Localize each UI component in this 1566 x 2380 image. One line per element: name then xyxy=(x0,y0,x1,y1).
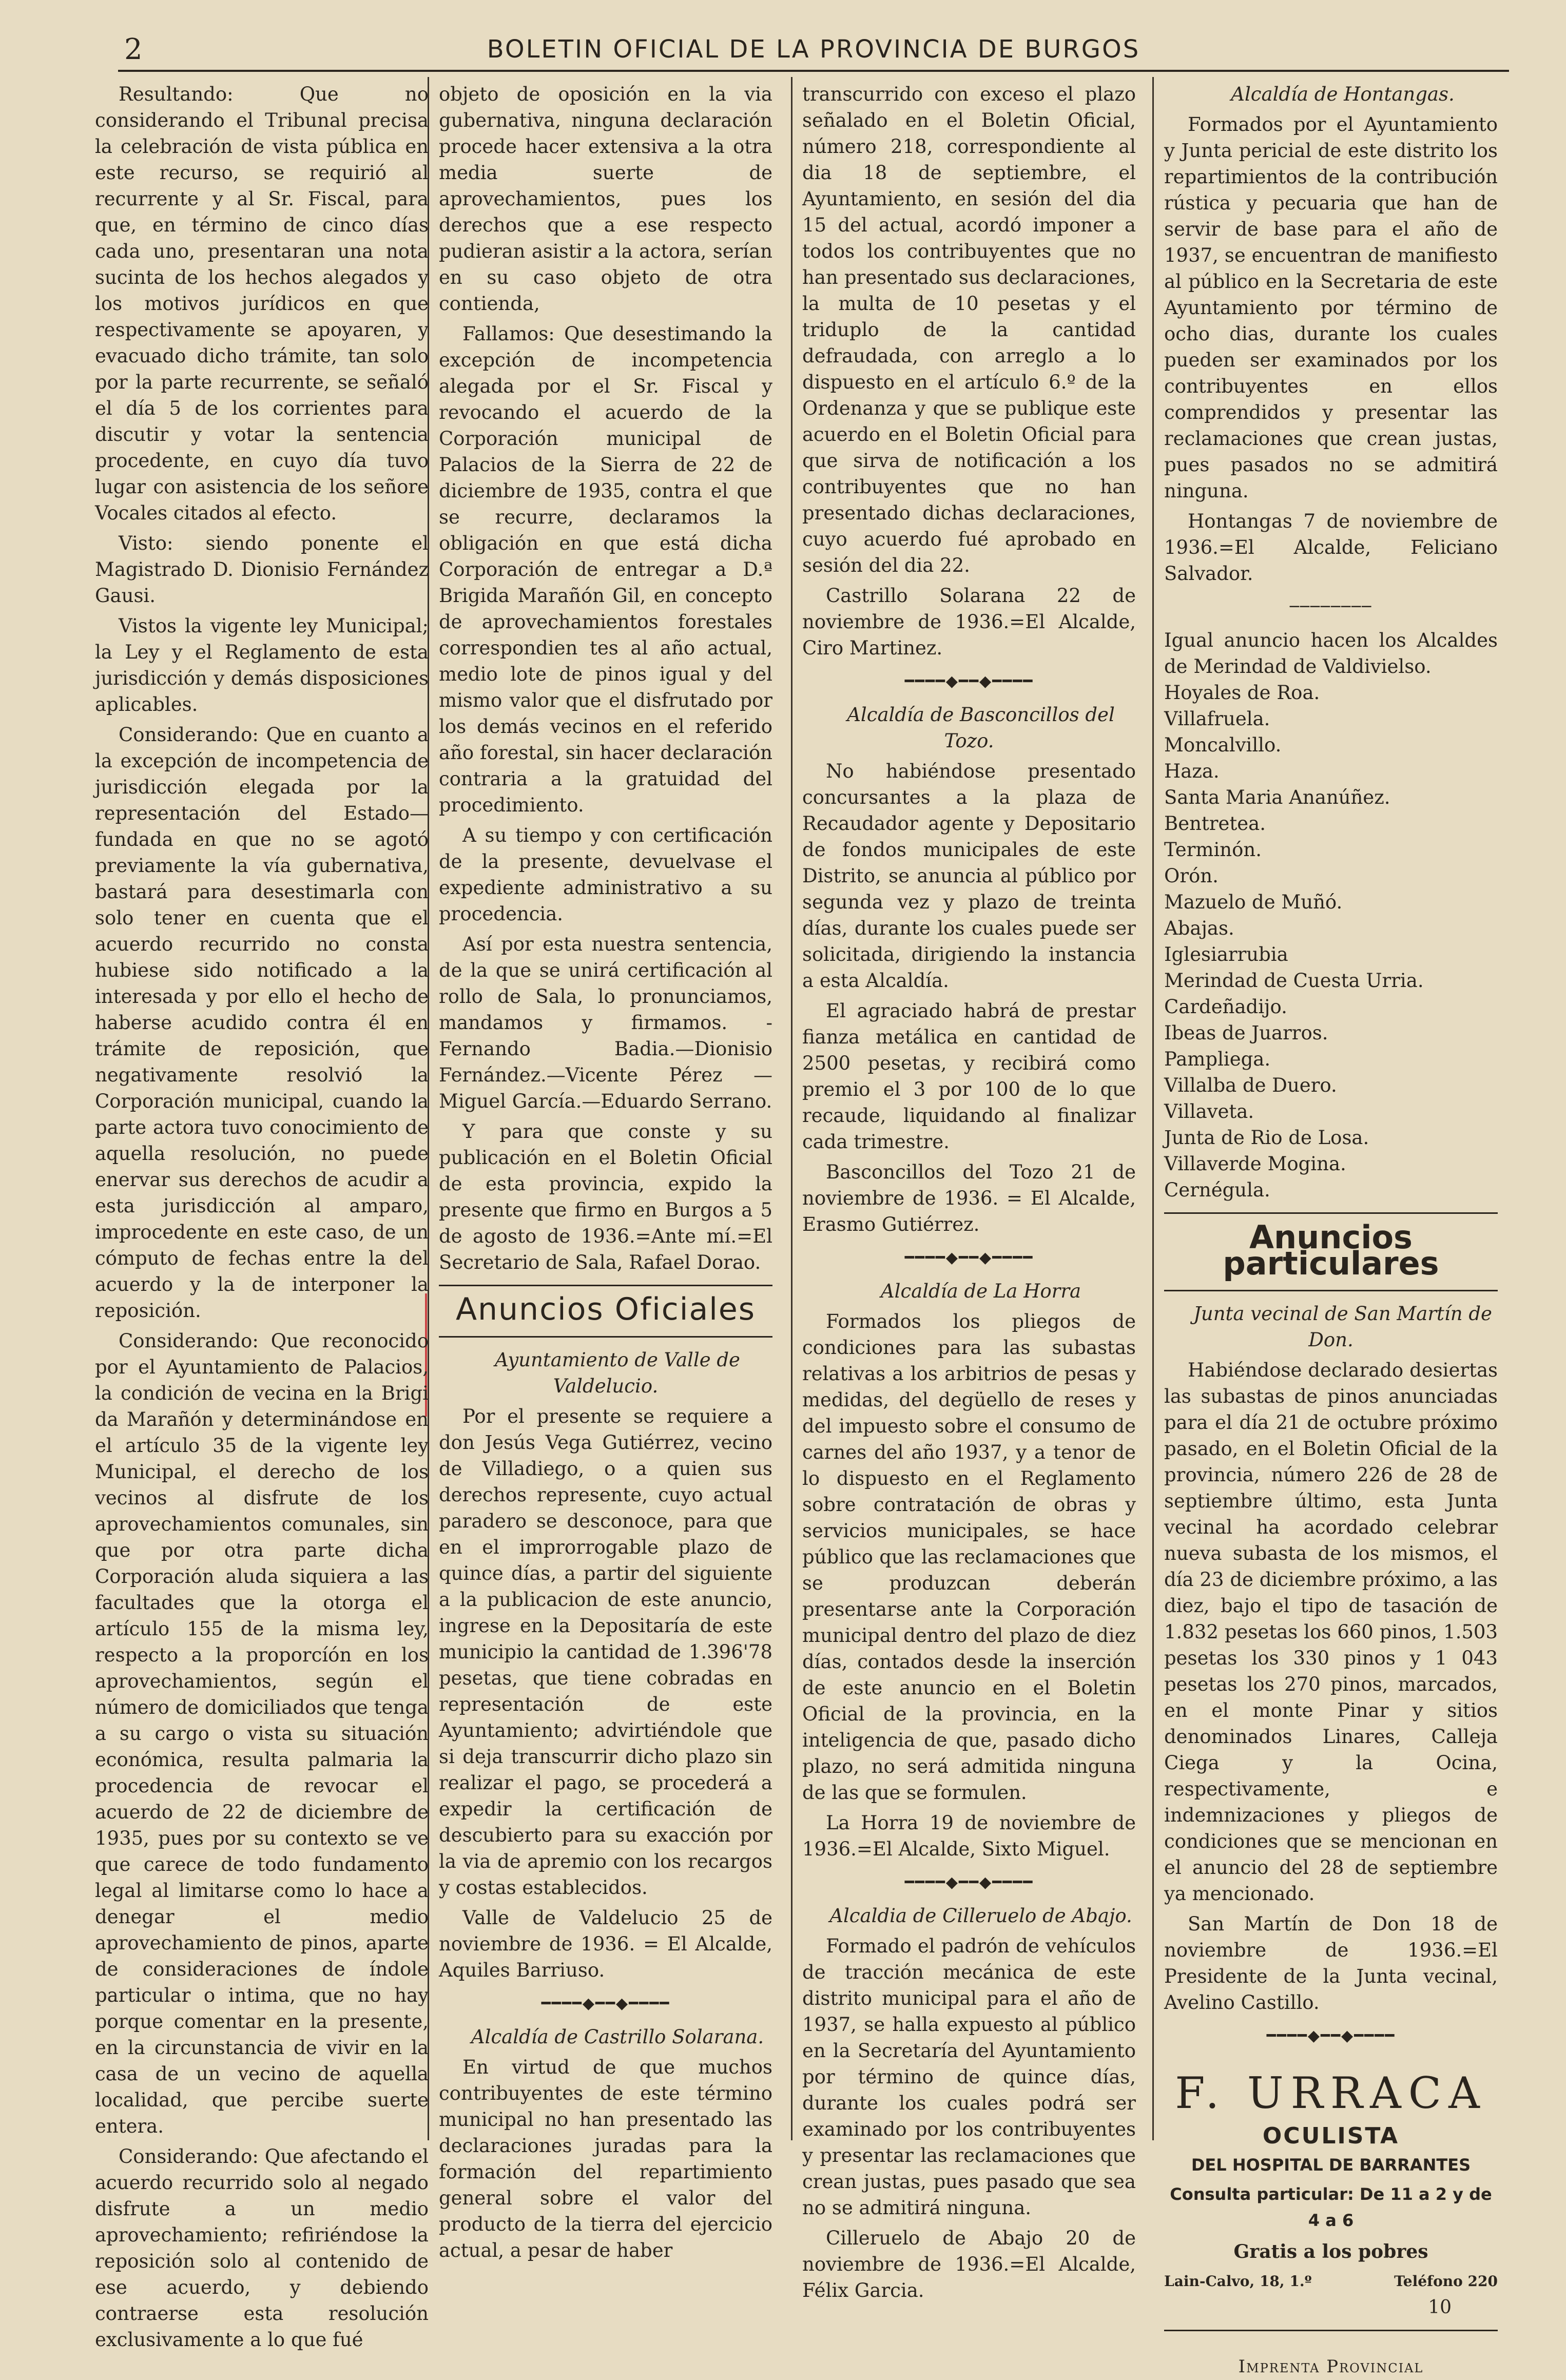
ad-gratis: Gratis a los pobres xyxy=(1233,2241,1428,2262)
section-heading: Alcaldía de Hontangas. xyxy=(1231,83,1455,105)
paragraph: En virtud de que muchos contribuyentes de este término municipal no han presentado las declaraciones juradas para la formación del repartimiento general sobre el valor del producto de la tierra del ejercicio actual, a pesar de haber xyxy=(439,2056,772,2261)
ornament-divider: ──────── xyxy=(1289,598,1372,616)
list-item: Moncalvillo. xyxy=(1164,734,1282,756)
list-item: Ibeas de Juarros. xyxy=(1164,1022,1328,1044)
paragraph: No habiéndose presentado concursantes a la plaza de Recaudador agente y Depositario de fondos municipales de este Distrito, se anuncia al público por segunda vez y plazo de treinta días, durante los cuales puede ser solicitada, dirigiendo la instancia a esta Alcaldía. xyxy=(802,760,1136,992)
list-item: Mazuelo de Muñó. xyxy=(1164,891,1343,913)
page-header xyxy=(118,30,1509,71)
ad-footer xyxy=(1164,2268,1498,2294)
paragraph: Castrillo Solarana 22 de noviembre de 1936.=El Alcalde, Ciro Martinez. xyxy=(802,585,1136,659)
paragraph: Habiéndose declarado desiertas las subastas de pinos anunciadas para el día 21 de octubre próximo pasado, en el Boletin Oficial de la provincia, número 226 de 28 de septiembre último, esta Junta vecinal ha acordado celebrar nueva subasta de los mismos, el día 23 de diciembre próximo, a las diez, bajo el tipo de tasación de 1.832 pesetas los 660 pinos, 1.503 pesetas los 330 pinos y 1 043 pesetas los 270 pinos, marcados, en el monte Pinar y sitios denominados Linares, Calleja Ciega y la Ocina, respectivamente, e indemnizaciones y pliegos de condiciones que se mencionan en el anuncio del 28 de septiembre ya mencionado. xyxy=(1164,1359,1498,1905)
list-item: Haza. xyxy=(1164,760,1220,782)
list-item: Bentretea. xyxy=(1164,812,1266,835)
list-item: Villafruela. xyxy=(1164,708,1270,730)
page-number: 2 xyxy=(124,33,143,66)
list-item: Villalba de Duero. xyxy=(1164,1074,1337,1096)
list-item: Junta de Rio de Losa. xyxy=(1164,1127,1369,1149)
ad-telefono: Teléfono 220 xyxy=(1394,2273,1498,2290)
ornament-divider: ━━━━◆━━◆━━━━ xyxy=(904,672,1034,690)
list-item: Cardeñadijo. xyxy=(1164,996,1287,1018)
paragraph: Y para que conste y su publicación en el Boletin Oficial de esta provincia, expido la presente que firmo en Burgos a 5 de agosto de 1936.=Ante mí.=El Secretario de Sala, Rafael Dorao. xyxy=(439,1120,772,1273)
list-item: Orón. xyxy=(1164,865,1219,887)
section-rule xyxy=(439,1336,772,1338)
paragraph: Formado el padrón de vehículos de tracción mecánica de este distrito municipal para el año de 1937, se halla expuesto al público en la Secretaría del Ayuntamiento por término de quince días, durante los cuales podrá ser examinado por los contribuyentes y presentar las reclamaciones que crean justas, pues pasado que sea no se admitirá ninguna. xyxy=(802,1935,1136,2219)
paragraph: Formados por el Ayuntamiento y Junta pericial de este distrito los repartimientos de la contribución rústica y pecuaria que han de servir de base para el año de 1937, se encuentran de manifiesto al público en la Secretaria de este Ayuntamiento por término de ocho dias, durante los cuales pueden ser examinados por los contribuyentes en ellos comprendidos y presentar las reclamaciones que crean justas, pues pasados no se admitirá ninguna. xyxy=(1164,113,1498,502)
ad-consulta: Consulta particular: De 11 a 2 y de 4 a 6 xyxy=(1170,2184,1492,2230)
list-item: Iglesiarrubia xyxy=(1164,943,1288,965)
municipality-list xyxy=(1164,627,1498,1203)
section-heading: Alcaldía de Castrillo Solarana. xyxy=(471,2026,764,2048)
paragraph: Visto: siendo ponente el Magistrado D. Dionisio Fernández Gausi. xyxy=(95,532,429,607)
list-item: Igual anuncio hacen los Alcaldes de Merindad de Valdivielso. xyxy=(1164,629,1498,678)
paragraph: Considerando: Que reconocido por el Ayuntamiento de Palacios, la condición de vecina en la Brigi da Marañón y determinándose en el artículo 35 de la vigente ley Municipal, el derecho de los vecinos al disfrute de los aprovechamientos comunales, sin que por otra parte dicha Corporación aluda siquiera a las facultades que la otorga el artículo 155 de la misma ley, respecto a la proporcíón en los aprovechamientos, según el número de domiciliados que tenga a su cargo o vista su situación económica, resulta palmaria la procedencia de revocar el acuerdo de 22 de diciembre de 1935, pues por su contexto se ve que carece de todo fundamento legal al limitarse como lo hace a denegar el medio aprovechamiento de pinos, aparte de consideraciones de índole particular o intima, que no hay porque comentar en la presente, en la circunstancia de vivir en la casa de un vecino de aquella localidad, que percibe suerte entera. xyxy=(95,1330,429,2137)
section-banner-oficiales: Anuncios Oficiales xyxy=(455,1291,756,1327)
column-divider xyxy=(1152,77,1154,2140)
oculist-advertisement xyxy=(1164,2067,1498,2320)
column-3 xyxy=(802,81,1136,2308)
list-item: Pampliega. xyxy=(1164,1048,1271,1070)
paragraph: transcurrido con exceso el plazo señalado en el Boletin Oficial, número 218, correspondiente al dia 18 de septiembre, el Ayuntamiento, en sesión del dia 15 del actual, acordó imponer a todos los contribuyentes que no han presentado sus declaraciones, la multa de 10 pesetas y el triduplo de la cantidad defraudada, con arreglo a lo dispuesto en el artículo 6.º de la Ordenanza y que se publique este acuerdo en el Boletin Oficial para que sirva de notificación a los contribuyentes que no han presentado dichas declaraciones, cuyo acuerdo fué aprobado en sesión del dia 22. xyxy=(802,83,1136,576)
column-divider xyxy=(791,77,792,2140)
column-2 xyxy=(439,81,772,2268)
paragraph: Así por esta nuestra sentencia, de la que se unirá certificación al rollo de Sala, lo pronunciamos, mandamos y firmamos. - Fernando Badia.—Dionisio Fernández.—Vicente Pérez — Miguel García.—Eduardo Serrano. xyxy=(439,933,772,1112)
section-rule xyxy=(1164,1290,1498,1291)
paragraph: Vistos la vigente ley Municipal; la Ley y el Reglamento de esta jurisdicción y demás disposiciones aplicables. xyxy=(95,615,429,715)
paragraph: Considerando: Que en cuanto a la excepción de incompetencia de jurisdicción elegada por la representación del Estado—fundada en que no se agotó previamente la vía gubernativa, bastará para desestimarla con solo tener en cuenta que el acuerdo recurrido no consta hubiese sido notificado a la interesada y por ello el hecho de haberse acudido contra él en trámite de reposición, que negativamente resolvió la Corporación municipal, cuando la parte actora tuvo conocimiento de aquella resolución, no puede enervar sus derechos de acudir a esta jurisdicción al amparo, improcedente en este caso, de un cómputo de fechas entre la del acuerdo y la de interponer la reposición. xyxy=(95,724,429,1322)
ad-number: 10 xyxy=(1428,2297,1452,2318)
section-heading: Junta vecinal de San Martín de Don. xyxy=(1193,1303,1492,1351)
list-item: Santa Maria Ananúñez. xyxy=(1164,786,1390,808)
ornament-divider: ━━━━◆━━◆━━━━ xyxy=(541,1995,670,2013)
column-4 xyxy=(1164,81,1498,2380)
newspaper-title: BOLETIN OFICIAL DE LA PROVINCIA DE BURGOS xyxy=(487,35,1140,64)
paragraph: Valle de Valdelucio 25 de noviembre de 1936. = El Alcalde, Aquiles Barriuso. xyxy=(439,1907,772,1981)
section-heading: Alcaldía de Basconcillos del Tozo. xyxy=(847,704,1115,752)
ornament-divider: ━━━━◆━━◆━━━━ xyxy=(904,1249,1034,1267)
section-banner-particulares: Anuncios particulares xyxy=(1223,1218,1439,1282)
paragraph: Fallamos: Que desestimando la excepción de incompetencia alegada por el Sr. Fiscal y revocando el acuerdo de la Corporación municipal de Palacios de la Sierra de 22 de diciembre de 1935, contra el que se recurre, declaramos la obligación en que está dicha Corporación de entregar a D.ª Brigida Marañón Gil, en concepto de aprovechamientos forestales correspondien tes al año actual, medio lote de pinos igual y del mismo valor que el disfrutado por los demás vecinos en el referido año forestal, sin hacer declaración contraria a la gratuidad del procedimiento. xyxy=(439,323,772,816)
ornament-divider: ━━━━◆━━◆━━━━ xyxy=(904,1873,1034,1891)
column-1 xyxy=(95,81,429,2357)
section-heading: Alcaldia de Cilleruelo de Abajo. xyxy=(829,1905,1132,1927)
ad-hospital: DEL HOSPITAL DE BARRANTES xyxy=(1191,2155,1471,2175)
paragraph: San Martín de Don 18 de noviembre de 1936.=El Presidente de la Junta vecinal, Avelino Castillo. xyxy=(1164,1913,1498,2014)
paragraph: Por el presente se requiere a don Jesús Vega Gutiérrez, vecino de Villadiego, o a quien sus derechos represente, cuyo actual paradero se desconoce, para que en el improrrogable plazo de quince días, a partir del siguiente a la publicacion de este anuncio, ingrese en la Depositaría de este municipio la cantidad de 1.396'78 pesetas, que tiene cobradas en representación de este Ayuntamiento; advirtiéndole que si deja transcurrir dicho plazo sin realizar el pago, se procederá a expedir la certificación de descubierto para su exacción por la via de apremio con los recargos y costas establecidos. xyxy=(439,1405,772,1899)
list-item: Abajas. xyxy=(1164,917,1234,939)
section-heading: Alcaldía de La Horra xyxy=(880,1280,1081,1302)
section-rule xyxy=(1164,1212,1498,1214)
header-rule xyxy=(118,70,1509,72)
printer-credit: Imprenta Provincial xyxy=(1238,2356,1424,2377)
section-heading: Ayuntamiento de Valle de Valdelucio. xyxy=(495,1349,740,1397)
paragraph: Resultando: Que no considerando el Tribunal precisa la celebración de vista pública en este recurso, se requirió al recurrente y al Sr. Fiscal, para que, en término de cinco días cada uno, presentaran una nota sucinta de los hechos alegados y los motivos jurídicos en que respectivamente se apoyaren, y evacuado dicho trámite, tan solo por la parte recurrente, se señaló el día 5 de los corrientes para discutir y votar la sentencia procedente, en cuyo día tuvo lugar con asistencia de los señore Vocales citados al efecto. xyxy=(95,83,429,524)
section-rule xyxy=(1164,2330,1498,2331)
list-item: Villaveta. xyxy=(1164,1100,1254,1123)
paragraph: La Horra 19 de noviembre de 1936.=El Alcalde, Sixto Miguel. xyxy=(802,1812,1136,1860)
paragraph: Cilleruelo de Abajo 20 de noviembre de 1936.=El Alcalde, Félix Garcia. xyxy=(802,2227,1136,2301)
ornament-divider: ━━━━◆━━◆━━━━ xyxy=(1266,2027,1396,2045)
list-item: Merindad de Cuesta Urria. xyxy=(1164,970,1424,992)
paragraph: Formados los pliegos de condiciones para las subastas relativas a los arbitrios de pesas y medidas, del degüello de reses y del impuesto sobre el consumo de carnes del año 1937, y a tenor de lo dispuesto en el Reglamento sobre contratación de obras y servicios municipales, se hace público que las reclamaciones que se produzcan deberán presentarse ante la Corporación municipal dentro del plazo de diez días, contados desde la inserción de este anuncio en el Boletin Oficial de la provincia, en la inteligencia de que, pasado dicho plazo, no será admitida ninguna de las que se formulen. xyxy=(802,1310,1136,1804)
section-rule xyxy=(439,1285,772,1286)
paragraph: Basconcillos del Tozo 21 de noviembre de 1936. = El Alcalde, Erasmo Gutiérrez. xyxy=(802,1161,1136,1235)
list-item: Villaverde Mogina. xyxy=(1164,1153,1346,1175)
ad-address: Lain-Calvo, 18, 1.º xyxy=(1164,2273,1312,2290)
ad-title: OCULISTA xyxy=(1262,2123,1400,2149)
list-item: Terminón. xyxy=(1164,839,1262,861)
paragraph: El agraciado habrá de prestar fianza metálica en cantidad de 2500 pesetas, y recibirá como premio el 3 por 100 de lo que recaude, liquidando al finalizar cada trimestre. xyxy=(802,1000,1136,1153)
paragraph: Hontangas 7 de noviembre de 1936.=El Alcalde, Feliciano Salvador. xyxy=(1164,510,1498,585)
list-item: Cernégula. xyxy=(1164,1179,1270,1201)
ad-name: F. URRACA xyxy=(1175,2068,1487,2118)
list-item: Hoyales de Roa. xyxy=(1164,682,1320,704)
paragraph: objeto de oposición en la via gubernativa, ninguna declaración procede hacer extensiva a la otra media suerte de aprovechamientos, pues los derechos que a ese respecto pudieran asistir a la actora, serían en su caso objeto de otra contienda, xyxy=(439,83,772,315)
paragraph: Considerando: Que afectando el acuerdo recurrido solo al negado disfrute a un medio aprovechamiento; refiriéndose la reposición solo al contenido de ese acuerdo, y debiendo contraerse esta resolución exclusivamente a lo que fué xyxy=(95,2145,429,2351)
paragraph: A su tiempo y con certificación de la presente, devuelvase el expediente administrativo a su procedencia. xyxy=(439,824,772,925)
